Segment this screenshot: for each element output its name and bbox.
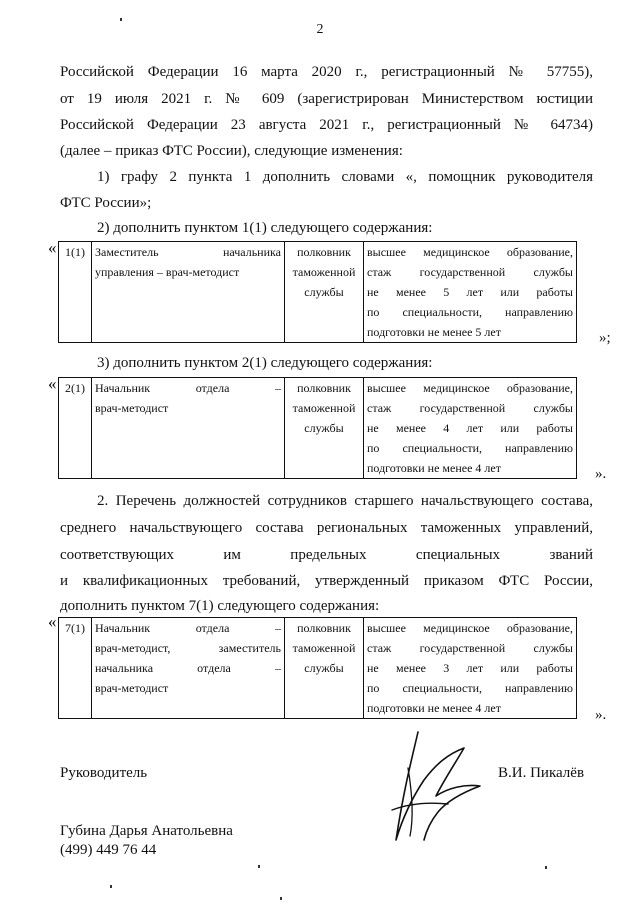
table3-close-quote: ». bbox=[595, 707, 607, 723]
table1-open-quote: « bbox=[48, 238, 57, 257]
table3-requirements bbox=[364, 618, 577, 719]
table3-rank-line-3: службы bbox=[304, 661, 344, 675]
scan-speck bbox=[120, 18, 122, 21]
table1-requirements bbox=[364, 242, 577, 343]
table2-req-line-4: по специальности, направлению bbox=[367, 441, 573, 455]
table1-position bbox=[92, 242, 285, 343]
contact-person: Губина Дарья Анатольевна bbox=[60, 823, 233, 839]
scan-speck bbox=[280, 897, 282, 900]
scan-speck bbox=[110, 885, 112, 888]
table2-position bbox=[92, 378, 285, 479]
table3-position bbox=[92, 618, 285, 719]
table3-position-line-2: врач-методист, заместитель bbox=[95, 641, 281, 655]
table2-num: 2(1) bbox=[59, 378, 92, 479]
table2-req-line-3: не менее 4 лет или работы bbox=[367, 421, 573, 435]
item1-line-1: 1) графу 2 пункта 1 дополнить словами «, помощник руководителя bbox=[97, 169, 593, 185]
table2-position-line-1: Начальник отдела – bbox=[95, 381, 281, 395]
handwritten-signature bbox=[378, 728, 488, 848]
intro-line-1: Российской Федерации 16 марта 2020 г., регистрационный № 57755), bbox=[60, 64, 593, 80]
section2-line-3: соответствующих им предельных специальных званий bbox=[60, 547, 593, 563]
table3-rank-line-1: полковник bbox=[297, 621, 351, 635]
signatory-name: В.И. Пикалёв bbox=[498, 765, 585, 781]
contact-phone: (499) 449 76 44 bbox=[60, 842, 157, 858]
table3-rank bbox=[285, 618, 364, 719]
scan-speck bbox=[545, 866, 547, 869]
table2-req-line-1: высшее медицинское образование, bbox=[367, 381, 573, 395]
table2-close-quote: ». bbox=[595, 466, 607, 482]
table3-rank-line-2: таможенной bbox=[292, 641, 356, 655]
table2-open-quote: « bbox=[48, 374, 57, 393]
table3-position-line-3: начальника отдела – bbox=[95, 661, 281, 675]
table3-row bbox=[59, 618, 577, 719]
table2-rank-line-3: службы bbox=[304, 421, 344, 435]
intro-line-4: (далее – приказ ФТС России), следующие изменения: bbox=[60, 143, 403, 159]
table2-requirements bbox=[364, 378, 577, 479]
section2-line-2: среднего начальствующего состава региональных таможенных управлений, bbox=[60, 520, 593, 536]
table3-req-line-4: по специальности, направлению bbox=[367, 681, 573, 695]
item3-text: 3) дополнить пунктом 2(1) следующего содержания: bbox=[97, 355, 433, 371]
table1-close-quote: »; bbox=[599, 330, 611, 346]
table3-req-line-5: подготовки не менее 4 лет bbox=[367, 701, 501, 715]
table1 bbox=[58, 241, 577, 343]
item2-text: 2) дополнить пунктом 1(1) следующего содержания: bbox=[97, 220, 433, 236]
table1-position-line-1: Заместитель начальника bbox=[95, 245, 281, 259]
item1-line-2: ФТС России»; bbox=[60, 195, 152, 211]
table3-num: 7(1) bbox=[59, 618, 92, 719]
section2-line-5: дополнить пунктом 7(1) следующего содержания: bbox=[60, 598, 380, 614]
table1-req-line-1: высшее медицинское образование, bbox=[367, 245, 573, 259]
table3-req-line-2: стаж государственной службы bbox=[367, 641, 573, 655]
table3-position-line-1: Начальник отдела – bbox=[95, 621, 281, 635]
table1-rank-line-2: таможенной bbox=[292, 265, 356, 279]
table1-req-line-4: по специальности, направлению bbox=[367, 305, 573, 319]
table1-req-line-3: не менее 5 лет или работы bbox=[367, 285, 573, 299]
table2 bbox=[58, 377, 577, 479]
table1-num: 1(1) bbox=[59, 242, 92, 343]
table1-rank-line-3: службы bbox=[304, 285, 344, 299]
table1-rank bbox=[285, 242, 364, 343]
section2-line-4: и квалификационных требований, утвержденный приказом ФТС России, bbox=[60, 573, 593, 589]
table1-req-line-5: подготовки не менее 5 лет bbox=[367, 325, 501, 339]
table3-open-quote: « bbox=[48, 612, 57, 631]
table2-position-line-2: врач-методист bbox=[95, 401, 169, 415]
table1-position-line-2: управления – врач-методист bbox=[95, 265, 240, 279]
section2-line-1: 2. Перечень должностей сотрудников старшего начальствующего состава, bbox=[97, 493, 593, 509]
table3 bbox=[58, 617, 577, 719]
table3-req-line-3: не менее 3 лет или работы bbox=[367, 661, 573, 675]
table2-rank-line-1: полковник bbox=[297, 381, 351, 395]
table2-req-line-2: стаж государственной службы bbox=[367, 401, 573, 415]
table2-req-line-5: подготовки не менее 4 лет bbox=[367, 461, 501, 475]
signatory-title: Руководитель bbox=[60, 765, 148, 781]
table1-req-line-2: стаж государственной службы bbox=[367, 265, 573, 279]
intro-line-3: Российской Федерации 23 августа 2021 г., регистрационный № 64734) bbox=[60, 117, 593, 133]
table3-req-line-1: высшее медицинское образование, bbox=[367, 621, 573, 635]
table2-rank bbox=[285, 378, 364, 479]
scan-speck bbox=[258, 865, 260, 868]
page-number: 2 bbox=[316, 22, 324, 37]
table2-row bbox=[59, 378, 577, 479]
table3-position-line-4: врач-методист bbox=[95, 681, 169, 695]
table1-rank-line-1: полковник bbox=[297, 245, 351, 259]
intro-line-2: от 19 июля 2021 г. № 609 (зарегистрирован Министерством юстиции bbox=[60, 91, 593, 107]
table1-row bbox=[59, 242, 577, 343]
table2-rank-line-2: таможенной bbox=[292, 401, 356, 415]
